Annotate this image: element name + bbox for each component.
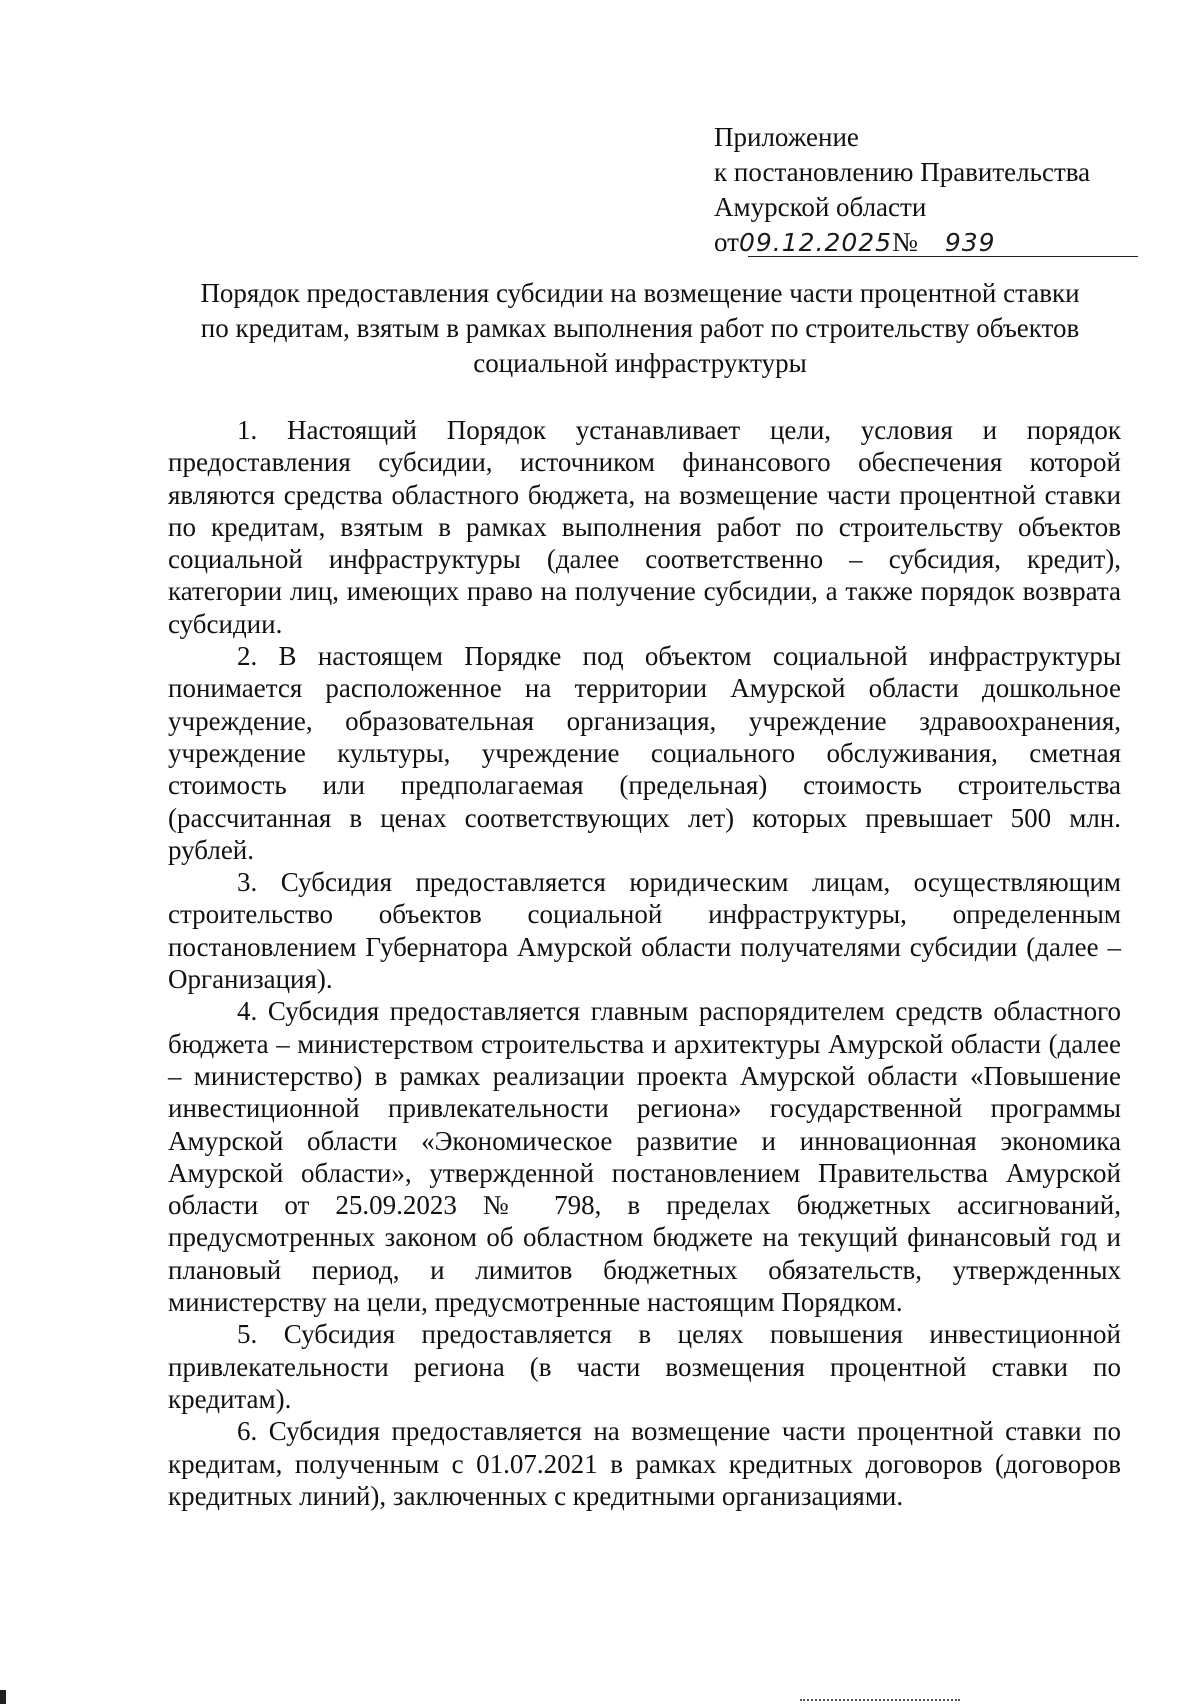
handwritten-date: 09.12.2025 bbox=[738, 228, 893, 257]
paragraph-5: 5. Субсидия предоставляется в целях повышения инвестиционной привлекательности региона (в части возмещения процентной ставки по кредитам). bbox=[168, 1319, 1121, 1414]
document-title bbox=[160, 276, 1120, 381]
number-prefix: № bbox=[892, 227, 918, 257]
paragraph-1: 1. Настоящий Порядок устанавливает цели, условия и порядок предоставления субсидии, источником финансового обеспечения которой являются средства областного бюджета, на возмещение части процентной ставки по кредитам, взятым в рамках выполнения работ по строительству объектов социальной инфраструктуры (далее соответственно – субсидия, кредит), категории лиц, имеющих право на получение субсидии, а также порядок возврата субсидии. bbox=[168, 415, 1121, 639]
date-prefix: от bbox=[714, 227, 739, 257]
scan-artifact-bottom bbox=[800, 1699, 960, 1704]
scan-artifact-left bbox=[0, 1690, 6, 1704]
appendix-title: Приложение bbox=[714, 122, 859, 152]
paragraph-2: 2. В настоящем Порядке под объектом социальной инфраструктуры понимается расположенное на территории Амурской области дошкольное учреждение, образовательная организация, учреждение здравоохранения, учреждение культуры, учреждение социального обслуживания, сметная стоимость или предполагаемая (предельная) стоимость строительства (рассчитанная в ценах соответствующих лет) которых превышает 500 млн. рублей. bbox=[168, 641, 1121, 865]
appendix-date-line bbox=[714, 225, 1134, 260]
title-line-1: Порядок предоставления субсидии на возмещение части процентной ставки bbox=[200, 278, 1080, 308]
title-line-3: социальной инфраструктуры bbox=[473, 348, 807, 378]
date-underline bbox=[748, 256, 1138, 257]
handwritten-number: 939 bbox=[944, 228, 996, 257]
title-line-2: по кредитам, взятым в рамках выполнения работ по строительству объектов bbox=[200, 313, 1080, 343]
appendix-region: Амурской области bbox=[714, 192, 927, 222]
appendix-reference: к постановлению Правительства bbox=[714, 157, 1091, 187]
paragraph-4: 4. Субсидия предоставляется главным распорядителем средств областного бюджета – министерством строительства и архитектуры Амурской области (далее – министерство) в рамках реализации проекта Амурской области «Повышение инвестиционной привлекательности региона» государственной программы Амурской области «Экономическое развитие и инновационная экономика Амурской области», утвержденной постановлением Правительства Амурской области от 25.09.2023 № 798, в пределах бюджетных ассигнований, предусмотренных законом об областном бюджете на текущий финансовый год и плановый период, и лимитов бюджетных обязательств, утвержденных министерству на цели, предусмотренные настоящим Порядком. bbox=[168, 996, 1121, 1318]
document-body bbox=[168, 414, 1121, 1512]
appendix-header bbox=[714, 120, 1134, 260]
paragraph-6: 6. Субсидия предоставляется на возмещение части процентной ставки по кредитам, полученным с 01.07.2021 в рамках кредитных договоров (договоров кредитных линий), заключенных с кредитными организациями. bbox=[168, 1416, 1121, 1511]
paragraph-3: 3. Субсидия предоставляется юридическим лицам, осуществляющим строительство объектов социальной инфраструктуры, определенным постановлением Губернатора Амурской области получателями субсидии (далее – Организация). bbox=[168, 867, 1121, 995]
